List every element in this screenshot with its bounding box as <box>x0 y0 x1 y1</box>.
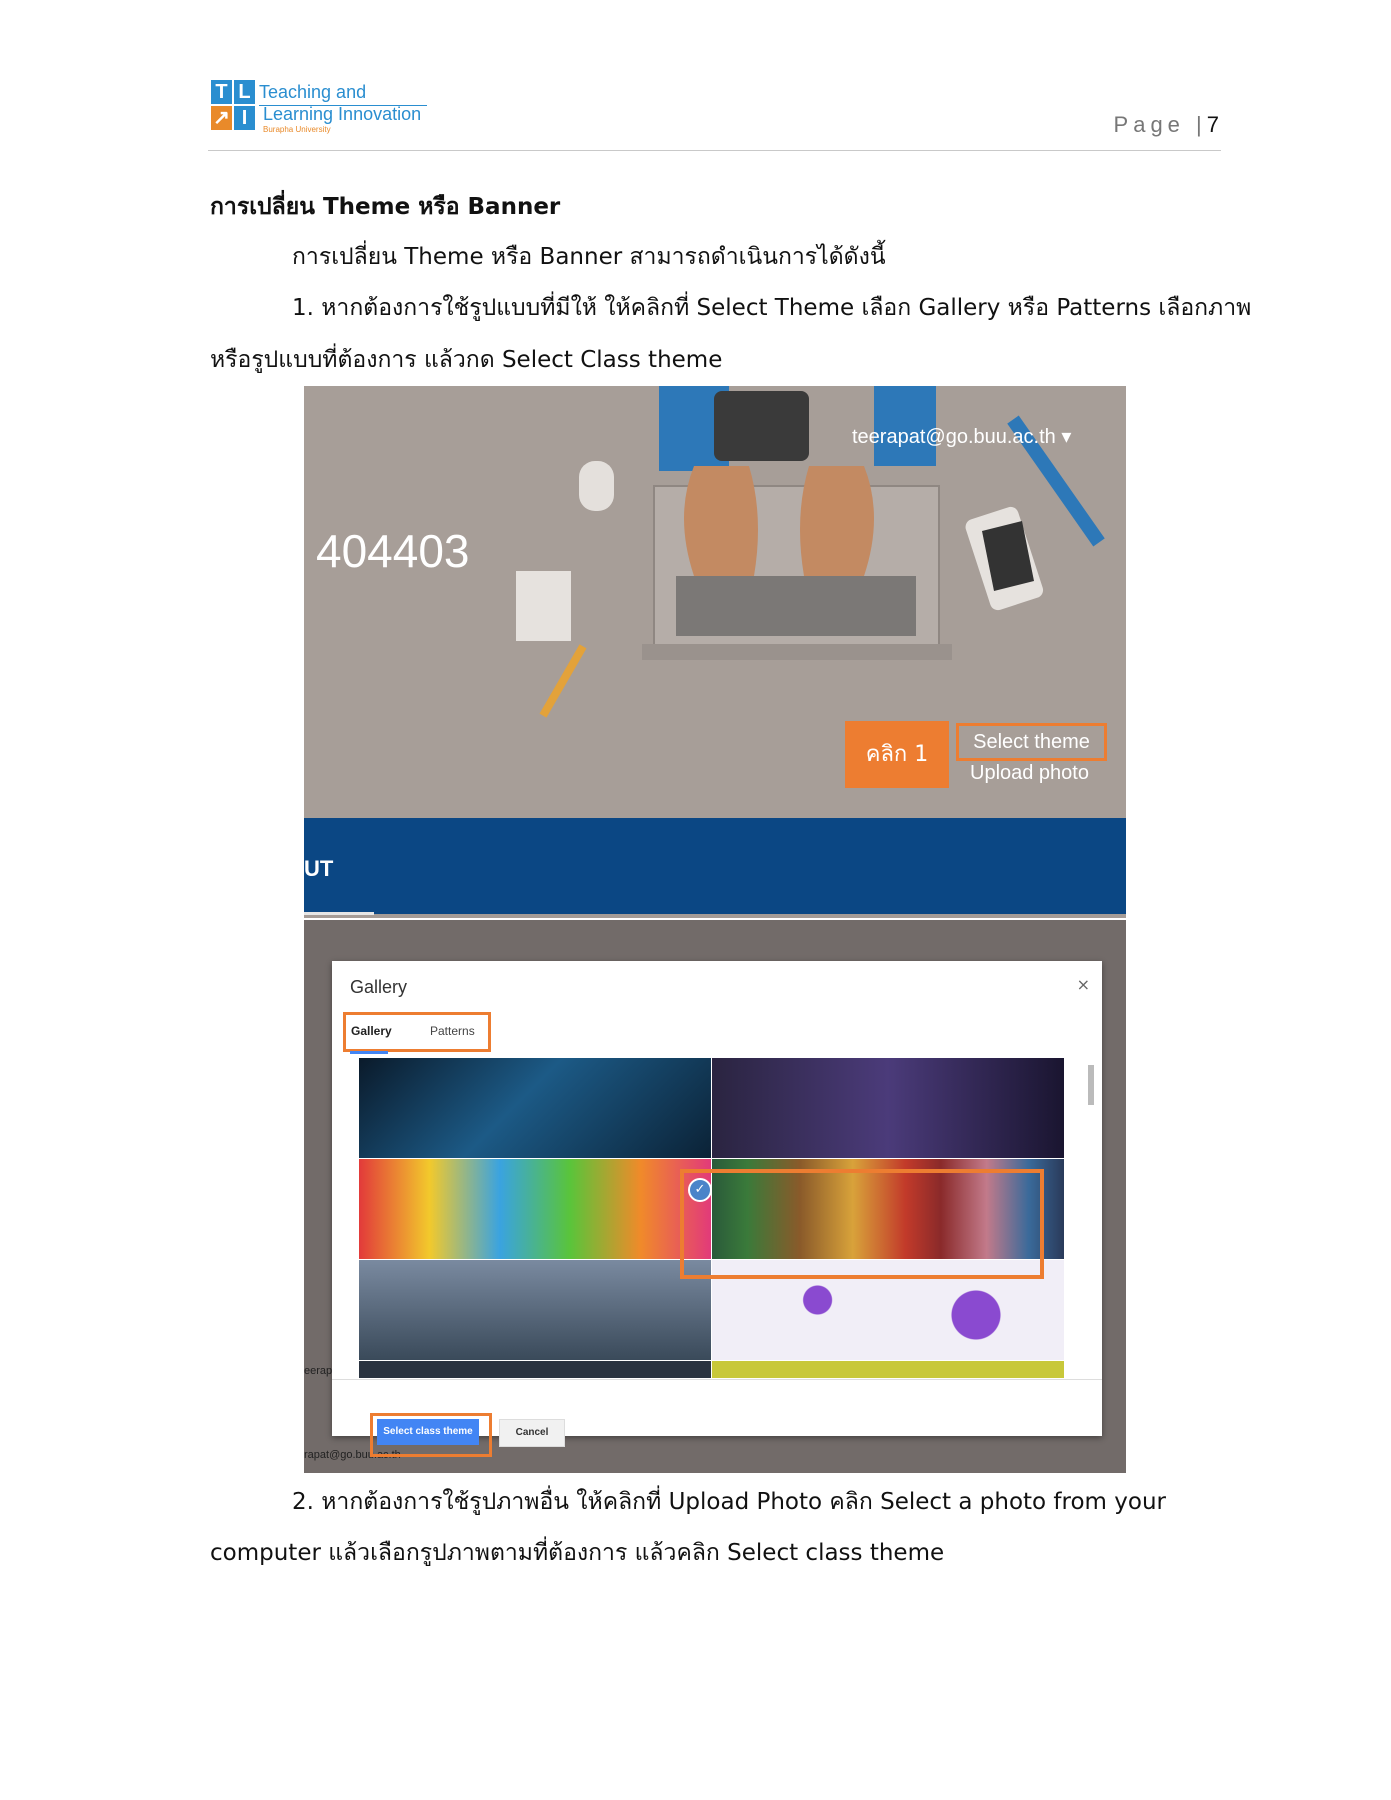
upload-photo-link[interactable]: Upload photo <box>970 762 1089 784</box>
user-email-menu[interactable]: teerapat@go.buu.ac.th ▾ <box>852 426 1072 448</box>
class-title: 404403 <box>316 525 470 577</box>
cancel-button[interactable]: Cancel <box>499 1419 565 1447</box>
banner-screenshot <box>304 386 1126 918</box>
logo-letter-i: I <box>234 106 255 130</box>
class-nav-bar <box>304 818 1126 914</box>
theme-tile-candy[interactable] <box>359 1159 711 1259</box>
gallery-screenshot <box>304 920 1126 1473</box>
dialog-title: Gallery <box>350 977 408 997</box>
nav-tab-about[interactable]: UT <box>304 856 334 881</box>
step2-line1: 2. หากต้องการใช้รูปภาพอื่น ให้คลิกที่ Upload Photo คลิก Select a photo from your <box>292 1489 1166 1515</box>
theme-tile-wires[interactable] <box>359 1058 711 1158</box>
theme-tile-guitar[interactable] <box>712 1058 1064 1158</box>
active-tab-indicator <box>350 1051 388 1054</box>
logo-line3: Burapha University <box>263 125 331 134</box>
logo-letter-l: L <box>234 80 255 104</box>
intro-paragraph: การเปลี่ยน Theme หรือ Banner สามารถดำเนินการได้ดังนี้ <box>292 244 886 270</box>
page-number-value: 7 <box>1206 112 1219 137</box>
nav-active-indicator <box>304 912 374 915</box>
page-label: Page | <box>1113 112 1207 137</box>
logo-line2: Learning Innovation <box>263 104 422 124</box>
selected-tile-highlight <box>680 1169 1044 1279</box>
scrollbar[interactable] <box>1088 1065 1094 1105</box>
header-divider <box>208 150 1221 151</box>
page-number <box>1114 112 1219 138</box>
background-user-email: rapat@go.buu.ac.th <box>304 1449 401 1461</box>
theme-tile-basketball[interactable] <box>359 1260 711 1360</box>
step1-line1: 1. หากต้องการใช้รูปแบบที่มีให้ ให้คลิกที่ Select Theme เลือก Gallery หรือ Patterns เลือกภาพ <box>292 295 1252 321</box>
dialog-footer-divider <box>332 1379 1102 1380</box>
logo-arrow-icon: ↗ <box>211 106 232 130</box>
tab-gallery[interactable]: Gallery <box>351 1024 392 1038</box>
theme-tile-yellow[interactable] <box>712 1361 1064 1378</box>
select-class-theme-button[interactable]: Select class theme <box>377 1419 479 1445</box>
section-heading: การเปลี่ยน Theme หรือ Banner <box>210 194 561 220</box>
step2-line2: computer แล้วเลือกรูปภาพตามที่ต้องการ แล้วคลิก Select class theme <box>210 1540 945 1566</box>
click-1-callout: คลิก 1 <box>845 721 949 788</box>
background-user-name: eerap <box>304 1365 333 1377</box>
theme-tile-dark[interactable] <box>359 1361 711 1378</box>
select-theme-link[interactable]: Select theme <box>956 723 1107 761</box>
tab-patterns[interactable]: Patterns <box>430 1024 475 1038</box>
close-icon[interactable]: × <box>1076 975 1090 994</box>
tli-logo <box>211 80 426 136</box>
logo-line1: Teaching and <box>259 82 367 102</box>
logo-letter-t: T <box>211 80 232 104</box>
check-icon: ✓ <box>688 1178 712 1202</box>
step1-line2: หรือรูปแบบที่ต้องการ แล้วกด Select Class theme <box>210 347 723 373</box>
